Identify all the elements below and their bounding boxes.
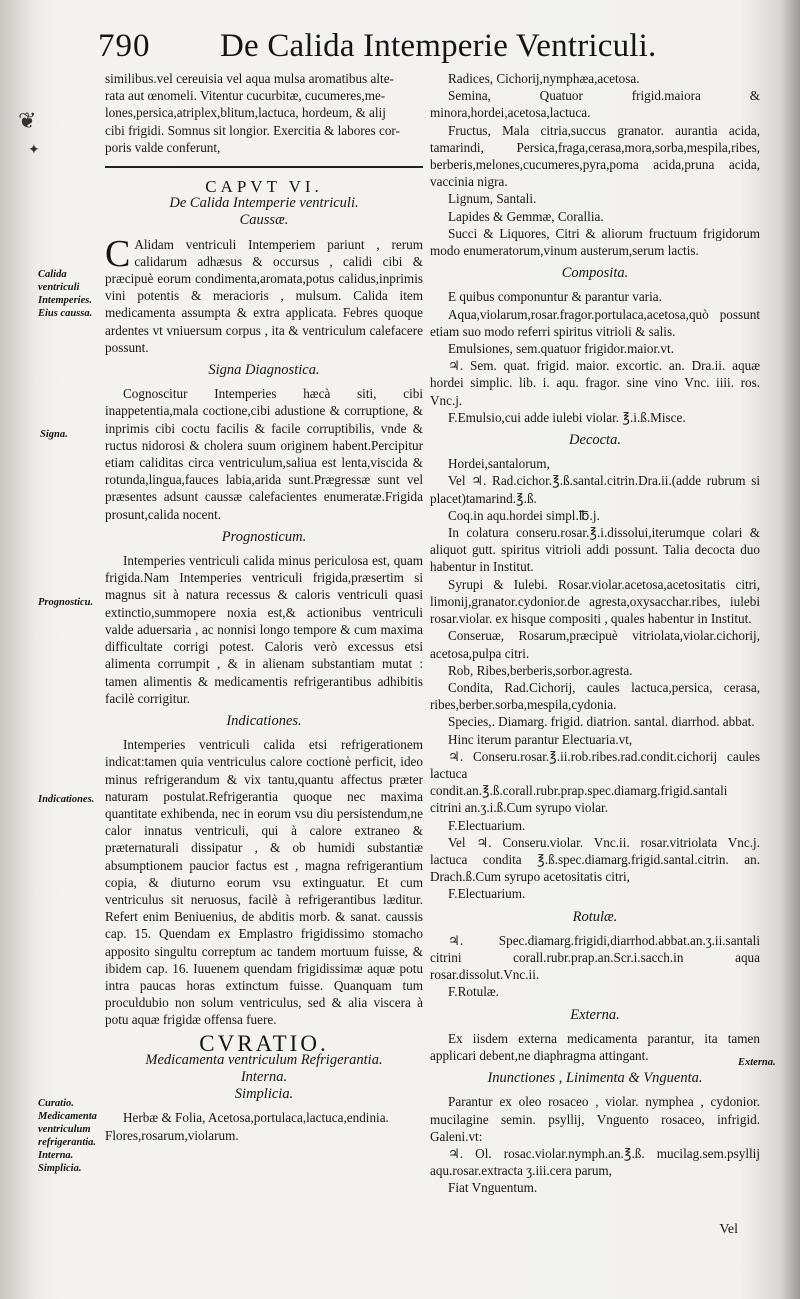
right-line: Fructus, Mala citria,succus granator. aurantia acida, tamarindi, Persica,fraga,cerasa,mora,sorba,mespila,ribes, berberis,melones,cucumeres,pyra,poma acida,pruna acida, vaccinia nigra. — [430, 122, 760, 190]
composita-line: Aqua,violarum,rosar.fragor.portulaca,acetosa,quò possunt etiam suo modo referri spiritus vitrioli & salis. — [430, 306, 760, 339]
curatio-heading: CVRATIO. — [199, 1030, 329, 1056]
composita-line: ♃. Sem. quat. frigid. maior. excortic. an. Dra.ii. aquæ hordei simplic. lib. i. aqu. fragor. sine vino Vnc. iiii. ros. Vnc.j. — [430, 358, 760, 408]
causae-heading: Caussæ. — [239, 212, 289, 229]
inunctiones-line: ♃. Ol. rosac.violar.nymph.an.℥.ß. mucilag.sem.psyllij aqu.rosar.extracta ʒ.iii.cera parum, — [430, 1145, 760, 1179]
running-head — [98, 28, 698, 76]
externa-heading: Externa. — [570, 1006, 620, 1023]
composita-line: Emulsiones, sem.quatuor frigidor.maior.vt. — [448, 341, 674, 357]
chapter-title: De Calida Intemperie ventriculi. — [169, 195, 359, 212]
margin-note-signa: Signa. — [40, 429, 68, 440]
composita-heading: Composita. — [561, 265, 629, 282]
margin-note-indicationes: Indicationes. — [38, 794, 95, 805]
decocta-line: In colatura conseru.rosar.℥.i.dissolui,iterumque colari & aliquot gutt. spiritus vitrioli addi possunt. Talia decocta duo habentur in Institut. — [430, 525, 760, 575]
side-marker-icon: ✦ — [28, 143, 40, 158]
right-column — [430, 70, 760, 1197]
right-line: Succi & Liquores, Citri & aliorum fructuum frigidorum modo enumeratorum,vinum austerum,serum lactis. — [430, 225, 760, 259]
margin-note-calida: Calida ventriculi Intemperies. Eius caussa. — [38, 269, 93, 319]
page-number: 790 — [98, 28, 151, 64]
right-line: Radices, Cichorij,nymphæa,acetosa. — [448, 71, 640, 86]
composita-line: F.Emulsio,cui adde iulebi violar. ℥.i.ß.Misce. — [448, 409, 686, 425]
externa-text: Ex iisdem externa medicamenta parantur, ita tamen applicari debent,ne diaphragma attingant. — [430, 1030, 760, 1063]
rotulae-heading: Rotulæ. — [572, 908, 618, 925]
drop-cap: C — [105, 232, 131, 275]
margin-note-prognosticum: Prognosticu. — [38, 597, 94, 608]
indicationes-heading: Indicationes. — [226, 712, 302, 729]
decocta-line: Syrupi & Iulebi. Rosar.violar.acetosa,acetositatis citri, limonij,granator.cydonior.de agresta,oxysacchar.ribes, iulebi rosar.violar. ex hisque compositi , quales habentur in Institut. — [430, 576, 760, 627]
decocta-line: Coq.in aqu.hordei simpl.℔.j. — [448, 507, 600, 523]
right-line: Semina, Quatuor frigid.maiora & minora,hordei,acetosa,lactuca. — [430, 88, 760, 121]
left-line: lones,persica,atriplex,blitum,lactuca, hordeum, & alij — [105, 105, 386, 121]
signa-text: Cognoscitur Intemperies hæcà siti, cibi inappetentia,mala coctione,cibi adustione & corruptione, & inprimis cibi coctu facilis & facile corruptibilis, vnde & ructus nidorosi & cholera suum originem habent.Percipitur etiam caliditas circa ventriculum,saliua est lenta,viscida & rotunda,lingua,fauces labia,arida sunt.Prægressæ sunt vel præsentes adsunt caussæ calefacientes enumeratæ.Frigida prosunt,calida nocent. — [105, 386, 423, 522]
interna-heading: Interna. — [240, 1068, 288, 1085]
margin-note-curatio: Curatio. Medicamenta ventriculum refrigerantia. Interna. Simplicia. — [38, 1098, 97, 1174]
decocta-line: Hinc iterum parantur Electuaria.vt, — [448, 731, 633, 747]
decocta-line: Rob, Ribes,berberis,sorbor.agresta. — [448, 662, 633, 678]
prognosticum-heading: Prognosticum. — [221, 528, 307, 545]
ornament-icon: ❦ — [18, 108, 37, 133]
causae-paragraph — [105, 232, 423, 356]
margin-note-externa: Externa. — [738, 1057, 776, 1068]
decocta-line: Hordei,santalorum, — [448, 456, 550, 472]
inunctiones-heading: Inunctiones , Linimenta & Vnguenta. — [487, 1070, 703, 1087]
decocta-line: ♃. Conseru.rosar.℥.ii.rob.ribes.rad.condit.cichorij caules lactuca condit.an.℥.ß.corall.rubr.prap.spec.diamarg.frigid.santali citrini an.ʒ.i.ß.Cum syrupo violar. — [430, 748, 760, 816]
decocta-line: Species,. Diamarg. frigid. diatrion. santal. diarrhod. abbat. — [448, 714, 755, 730]
simplicia-line: Flores,rosarum,violarum. — [105, 1127, 239, 1143]
prognosticum-text: Intemperies ventriculi calida minus periculosa est, quam frigida.Nam Intemperies ventriculi frigida,præsertim si magnus sit à natura recessus & caloris ventriculi quasi extinctio,summopere noxia est,& actionibus ventriculi valde aduersaria , ac nonnisi longo tempore & cum maxima difficultate corrigi potest. Caloris verò excessus etsi alimenta corrumpit , & in alienam substantiam mutat : tamen alimentis & medicamentis refrigerantibus adhibitis facilè corrigitur. — [105, 553, 423, 706]
curatio-subheading: Medicamenta ventriculum Refrigerantia. — [145, 1051, 383, 1068]
signa-heading: Signa Diagnostica. — [208, 362, 320, 379]
decocta-line: Condita, Rad.Cichorij, caules lactuca,persica, cerasa, ribes,berber.sorba,mespila,cydonia. — [430, 679, 760, 713]
simplicia-line: Herbæ & Folia, Acetosa,portulaca,lactuca,endinia. — [123, 1110, 389, 1126]
catchword: Vel — [719, 1222, 738, 1237]
rotulae-line: F.Rotulæ. — [448, 984, 499, 1000]
right-line: Lapides & Gemmæ, Corallia. — [448, 208, 604, 224]
inunctiones-line: Parantur ex oleo rosaceo , violar. nymphea , cydonior. mucilagine semin. psyllij, Vnguento rosaceo, infrigid. Galeni.vt: — [430, 1094, 760, 1144]
left-line: poris valde conferunt, — [105, 139, 221, 155]
decocta-line: Vel ♃. Conseru.violar. Vnc.ii. rosar.vitriolata Vnc.j. lactuca condita ℥.ß.spec.diamarg.frigid.santal.citrin. an. Drach.ß.Cum syrupo acetositatis citri, — [430, 834, 760, 885]
causae-text: Alidam ventriculi Intemperiem pariunt , rerum calidarum adhæsus & occursus , calidi cibi & præcipuè eorum condimenta,aromata,potus calidus,inprimis vini potentis & meracioris , mulsum. Calida item medicamenta assumpta & extra applicata. Febres quoque ardentes vt vniuersum corpus , ita & ventriculum calefacere possunt. — [105, 236, 423, 355]
decocta-line: F.Electuarium. — [448, 886, 526, 902]
running-title: De Calida Intemperie Ventriculi. — [220, 28, 657, 64]
indicationes-text: Intemperies ventriculi calida etsi refrigerationem indicat:tamen quia ventriculus calore coctionè perficit, ideo minus refrigerandum & vix tantu,quantu affectus præter naturam postulat.Refrigerantia quoque nec maxima quantitate exhibenda, nec in eorum vsu diu persistendum,ne calor innatus ventriculi, qui à calore extraneo & præternaturali dissipatur , & ob humidi substantiæ absumptionem paucior factus est , magna refrigerantium copia, & diuturno eorum vsu extinguatur. Et cum ventriculus sit neruosus, facilè à refrigerantibus læditur. Refert enim Beniuenius, de abditis morb. & sanat. caussis cap. 15. Quendam ex Emplastro frigidissimo stomacho apposito singultu correptum ac tandem mortuum fuisse, & ibidem cap. 16. Iuuenem quendam frigidissimæ aquæ potu intra paucas horas extinctum fuisse. Quanquam tum proculdubio non solum ventriculus, sed & alia viscera à potu aquæ frigidæ offensa fuere. — [105, 737, 423, 1028]
decocta-heading: Decocta. — [569, 432, 621, 449]
composita-line: E quibus componuntur & parantur varia. — [448, 289, 662, 305]
simplicia-heading: Simplicia. — [234, 1086, 294, 1103]
decocta-line: Vel ♃. Rad.cichor.℥.ß.santal.citrin.Dra.ii.(adde rubrum si placet)tamarind.℥.ß. — [430, 473, 760, 506]
decocta-line: Conseruæ, Rosarum,præcipuè vitriolata,violar.cichorij, acetosa,pulpa citri. — [430, 628, 760, 661]
left-column — [105, 70, 423, 1144]
left-line: similibus.vel cereuisia vel aqua mulsa aromatibus alte- — [105, 71, 394, 86]
left-line: rata aut œnomeli. Vitentur cucurbitæ, cucumeres,me- — [105, 88, 386, 104]
right-line: Lignum, Santali. — [448, 191, 537, 207]
inunctiones-line: Fiat Vnguentum. — [448, 1180, 538, 1196]
decocta-line: F.Electuarium. — [448, 817, 526, 833]
chapter-heading: CAPVT VI. — [205, 177, 323, 197]
rotulae-line: ♃. Spec.diamarg.frigidi,diarrhod.abbat.an.ʒ.ii.santali citrini corall.rubr.prap.an.Scr.i.sacch.in aqua rosar.dissolut.Vnc.ii. — [430, 932, 760, 983]
left-line: cibi frigidi. Somnus sit longior. Exercitia & labores cor- — [105, 122, 400, 138]
